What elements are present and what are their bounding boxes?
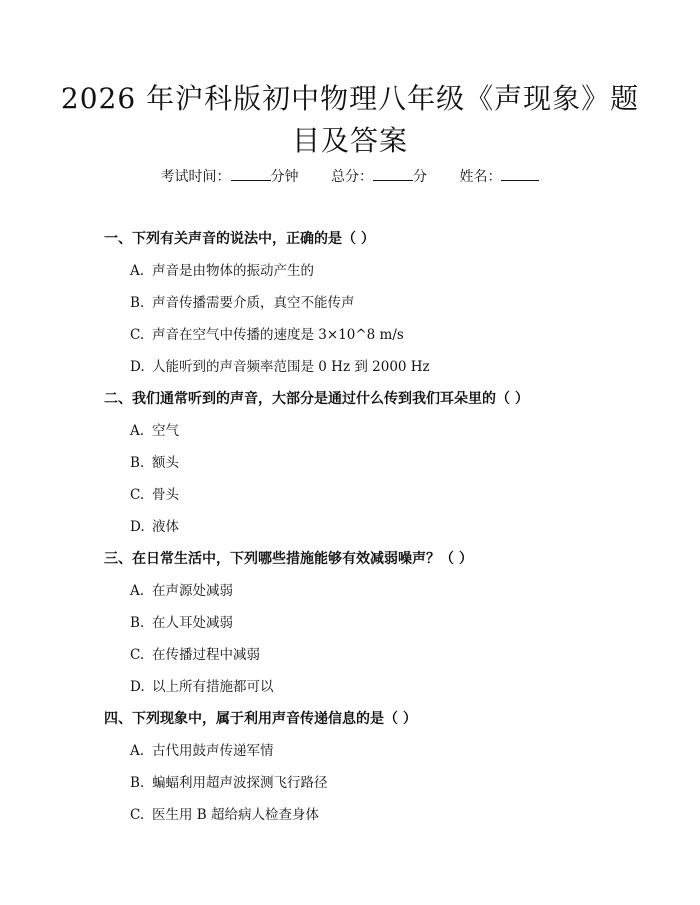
answer-option (130, 676, 664, 698)
student-name-field (459, 169, 539, 185)
question-3 (104, 548, 664, 698)
option-text: 液体 (152, 519, 179, 535)
answer-option (130, 356, 664, 378)
answer-option (130, 484, 664, 506)
option-letter: B. (130, 615, 145, 631)
option-text: 额头 (152, 455, 179, 471)
option-text: 人能听到的声音频率范围是 0 Hz 到 2000 Hz (152, 359, 430, 375)
exam-time-blank (231, 166, 271, 181)
answer-option (130, 740, 664, 762)
total-score-label: 总分： (331, 169, 373, 185)
option-text: 在人耳处减弱 (152, 615, 233, 631)
question-1 (104, 228, 664, 378)
answer-option (130, 580, 664, 602)
exam-time-unit: 分钟 (270, 169, 299, 185)
total-score-blank (373, 166, 413, 181)
option-text: 以上所有措施都可以 (152, 679, 274, 695)
option-letter: A. (130, 263, 145, 279)
answer-option (130, 292, 664, 314)
question-stem: 二、我们通常听到的声音，大部分是通过什么传到我们耳朵里的（ ） (104, 391, 529, 407)
question-stem: 四、下列现象中，属于利用声音传递信息的是（ ） (104, 711, 417, 727)
answer-option (130, 612, 664, 634)
option-text: 医生用 B 超给病人检查身体 (152, 807, 320, 823)
answer-option (130, 260, 664, 282)
question-2 (104, 388, 664, 538)
question-stem: 三、在日常生活中，下列哪些措施能够有效减弱噪声？（ ） (104, 551, 473, 567)
question-list (104, 228, 664, 836)
option-text: 在声源处减弱 (152, 583, 233, 599)
option-text: 古代用鼓声传递军情 (152, 743, 274, 759)
exam-info-line (0, 166, 700, 188)
option-letter: A. (130, 583, 145, 599)
student-name-blank (501, 166, 539, 181)
option-letter: A. (130, 743, 145, 759)
exam-time-field (161, 169, 303, 185)
option-text: 在传播过程中减弱 (152, 647, 260, 663)
document-title: 2026 年沪科版初中物理八年级《声现象》题目及答案 (60, 82, 640, 157)
answer-option (130, 644, 664, 666)
option-letter: C. (130, 647, 145, 663)
answer-option (130, 804, 664, 826)
option-letter: D. (130, 519, 145, 535)
total-score-field (331, 169, 431, 185)
option-letter: B. (130, 455, 145, 471)
answer-option (130, 324, 664, 346)
option-letter: C. (130, 807, 145, 823)
answer-option (130, 452, 664, 474)
total-score-unit: 分 (413, 169, 427, 185)
option-text: 蝙蝠利用超声波探测飞行路径 (152, 775, 328, 791)
option-text: 骨头 (152, 487, 179, 503)
question-stem: 一、下列有关声音的说法中，正确的是（ ） (104, 231, 375, 247)
option-letter: C. (130, 487, 145, 503)
exam-time-label: 考试时间： (160, 169, 231, 185)
option-text: 声音在空气中传播的速度是 3×10^8 m/s (152, 327, 404, 343)
option-text: 声音是由物体的振动产生的 (152, 263, 314, 279)
option-letter: A. (130, 423, 145, 439)
option-letter: D. (130, 359, 145, 375)
option-letter: B. (130, 775, 145, 791)
answer-option (130, 772, 664, 794)
answer-option (130, 420, 664, 442)
question-4 (104, 708, 664, 826)
option-text: 空气 (152, 423, 179, 439)
option-letter: B. (130, 295, 145, 311)
option-letter: D. (130, 679, 145, 695)
answer-option (130, 516, 664, 538)
option-text: 声音传播需要介质，真空不能传声 (152, 295, 355, 311)
option-letter: C. (130, 327, 145, 343)
student-name-label: 姓名： (459, 169, 502, 185)
